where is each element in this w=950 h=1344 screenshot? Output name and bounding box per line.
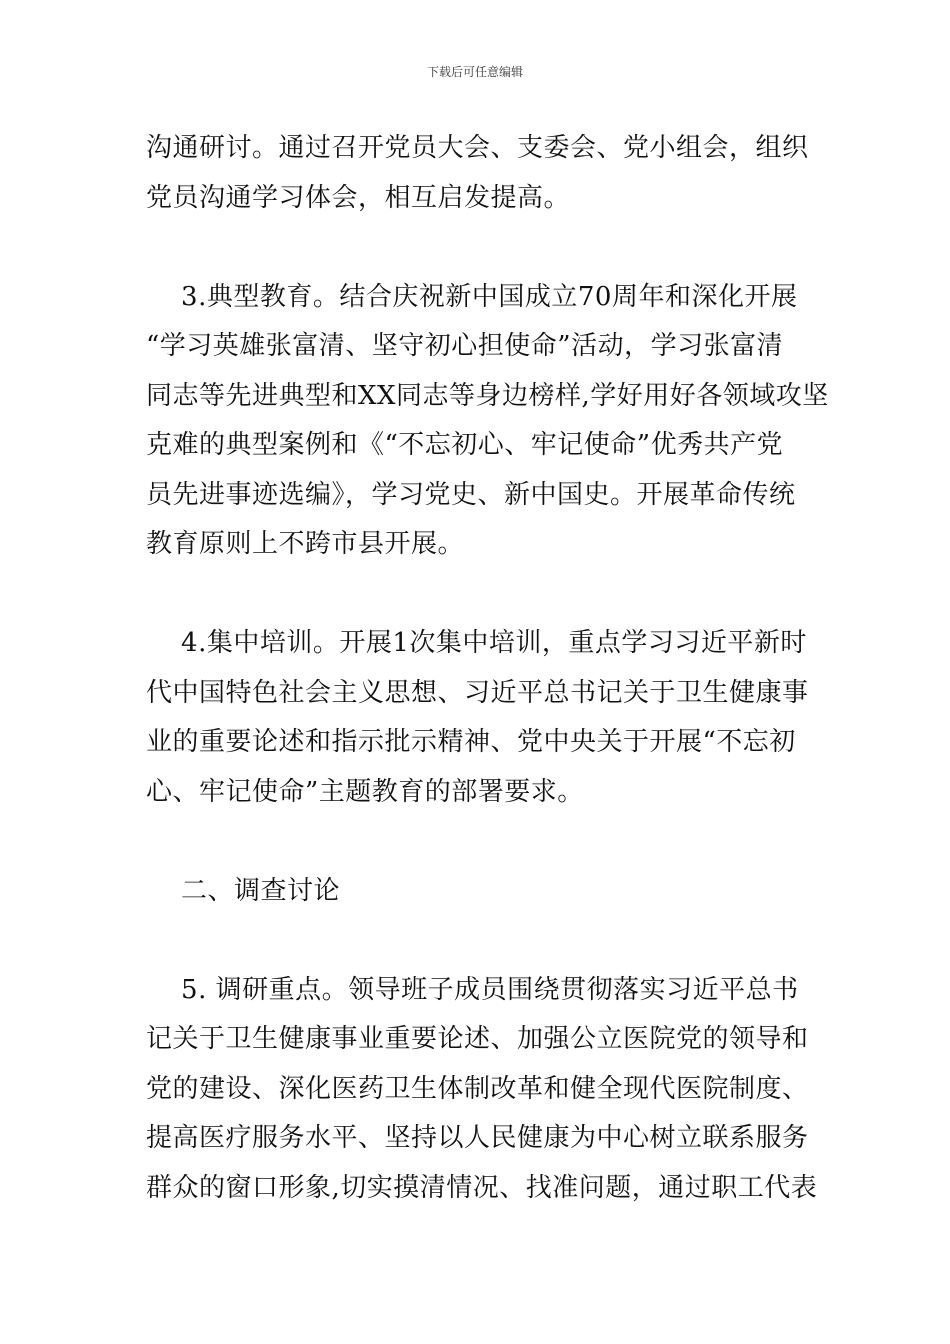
text-line: 5. 调研重点。领导班子成员围绕贯彻落实习近平总书 bbox=[146, 974, 799, 1005]
text-line: 群众的窗口形象,切实摸清情况、找准问题，通过职工代表 bbox=[146, 1172, 818, 1203]
text-line: 4.集中培训。开展1次集中培训，重点学习习近平新时 bbox=[146, 628, 807, 658]
document-body bbox=[146, 124, 829, 1213]
text-line: 心、牢记使命”主题教育的部署要求。 bbox=[146, 776, 584, 807]
text-line: 员先进事迹选编》，学习党史、新中国史。开展革命传统 bbox=[146, 479, 796, 510]
text-line: 提高医疗服务水平、坚持以人民健康为中心树立联系服务 bbox=[146, 1123, 809, 1153]
text-line: 沟通研讨。通过召开党员大会、支委会、党小组会，组织 bbox=[146, 133, 809, 163]
text-line: 记关于卫生健康事业重要论述、加强公立医院党的领导和 bbox=[146, 1024, 809, 1054]
text-line: 党的建设、深化医药卫生体制改革和健全现代医院制度、 bbox=[146, 1073, 809, 1104]
text-line: 同志等先进典型和XX同志等身边榜样,学好用好各领域攻坚 bbox=[146, 380, 829, 411]
paragraph-typical-education bbox=[146, 273, 829, 570]
text-line: 业的重要论述和指示批示精神、党中央关于开展“不忘初 bbox=[146, 727, 796, 757]
paragraph-gap bbox=[146, 223, 810, 273]
page-header: 下载后可任意编辑 bbox=[426, 65, 523, 79]
paragraph-research-focus bbox=[146, 966, 818, 1214]
paragraph-gap bbox=[146, 916, 810, 966]
text-line: “学习英雄张富清、坚守初心担使命”活动，学习张富清 bbox=[146, 331, 784, 361]
text-line: 党员沟通学习体会，相互启发提高。 bbox=[146, 182, 571, 213]
text-line: 3.典型教育。结合庆祝新中国成立70周年和深化开展 bbox=[146, 281, 798, 312]
text-line: 代中国特色社会主义思想、习近平总书记关于卫生健康事 bbox=[146, 677, 809, 708]
section-heading: 二、调查讨论 bbox=[146, 875, 341, 906]
text-line: 克难的典型案例和《“不忘初心、牢记使命”优秀共产党 bbox=[146, 430, 784, 460]
text-line: 教育原则上不跨市县开展。 bbox=[146, 529, 465, 559]
paragraph-centralized-training bbox=[146, 619, 810, 817]
paragraph-discussion bbox=[146, 124, 810, 223]
paragraph-gap bbox=[146, 817, 810, 867]
paragraph-gap bbox=[146, 570, 810, 620]
